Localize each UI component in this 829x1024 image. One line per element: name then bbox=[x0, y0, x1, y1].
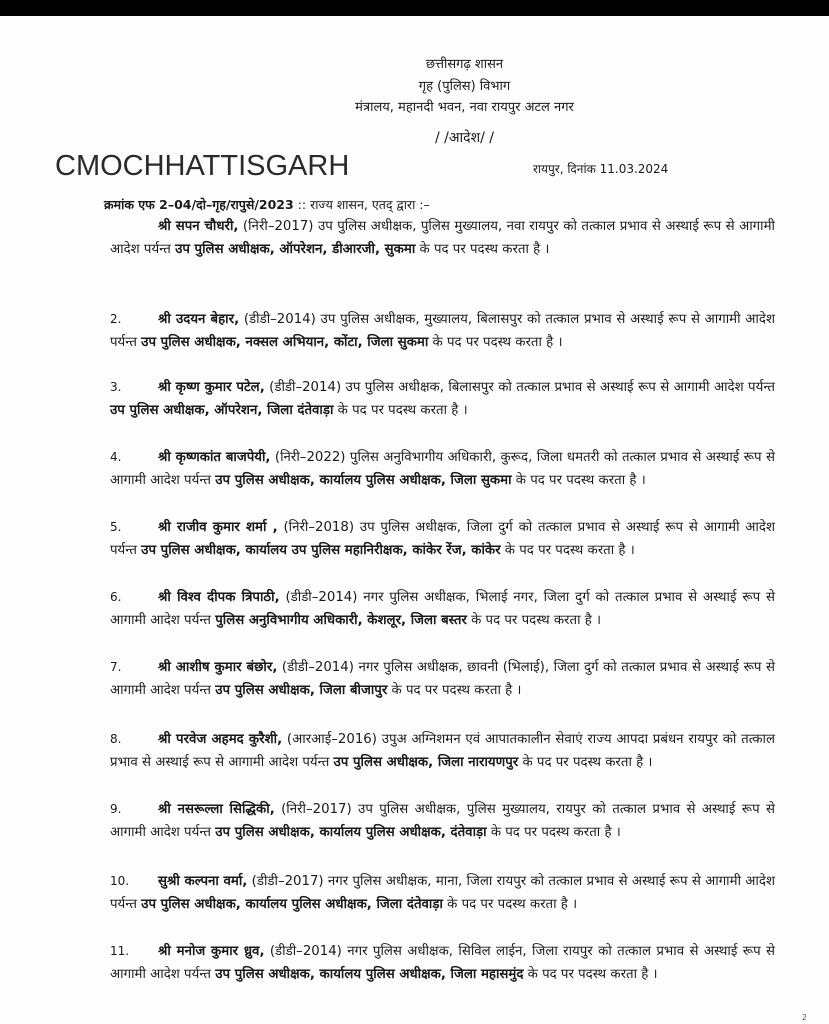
item-tail: के पद पर पदस्थ करता है । bbox=[500, 542, 635, 558]
item-number: 5. bbox=[110, 520, 122, 534]
item-body: (आरआई–2016) उपुअ अग्निशमन एवं आपातकालीन सेवाएं राज्य आपदा प्रबंधन रायपुर को तत्काल प्रभाव से अस्थाई रूप से आगामी आदेश पर्यन्त bbox=[110, 732, 775, 770]
item-tail: के पद पर पदस्थ करता है । bbox=[518, 754, 653, 770]
item-body: (डीडी–2014) उप पुलिस अधीक्षक, बिलासपुर को तत्काल प्रभाव से अस्थाई रूप से आगामी आदेश पर्यन्त bbox=[264, 380, 775, 395]
order-item bbox=[110, 728, 775, 774]
item-tail: के पद पर पदस्थ करता है । bbox=[415, 241, 550, 257]
item-tail: के पद पर पदस्थ करता है । bbox=[466, 612, 602, 628]
order-item bbox=[110, 940, 775, 986]
item-tail: के पद पर पदस्थ करता है । bbox=[387, 682, 522, 698]
posting-location: पुलिस अनुविभागीय अधिकारी, केशलूर, जिला बस्तर bbox=[215, 612, 467, 628]
reference-number: क्रमांक एफ 2–04/दो–गृह/रापुसे/2023 bbox=[104, 197, 294, 212]
posting-location: उप पुलिस अधीक्षक, ऑपरेशन, डीआरजी, सुकमा bbox=[175, 241, 416, 257]
item-body: (डीडी–2014) नगर पुलिस अधीक्षक, भिलाई नगर, जिला दुर्ग को तत्काल प्रभाव से अस्थाई रूप से आगामी आदेश पर्यन्त bbox=[110, 590, 775, 628]
officer-name: श्री उदयन बेहार, bbox=[158, 312, 240, 327]
officer-name: सुश्री कल्पना वर्मा, bbox=[158, 874, 248, 889]
top-black-bar bbox=[0, 0, 829, 16]
officer-name: श्री सपन चौधरी, bbox=[158, 219, 239, 234]
item-number: 8. bbox=[110, 732, 122, 746]
item-body: (निरी–2022) पुलिस अनुविभागीय अधिकारी, कुरूद, जिला धमतरी को तत्काल प्रभाव से अस्थाई रूप से आगामी आदेश पर्यन्त bbox=[110, 450, 776, 488]
item-body: (डीडी–2014) उप पुलिस अधीक्षक, मुख्यालय, बिलासपुर को तत्काल प्रभाव से अस्थाई रूप से आगामी आदेश पर्यन्त bbox=[110, 312, 775, 350]
item-body: (डीडी–2014) नगर पुलिस अधीक्षक, छावनी (भिलाई), जिला दुर्ग को तत्काल प्रभाव से अस्थाई रूप से आगामी आदेश पर्यन्त bbox=[110, 660, 775, 698]
order-item bbox=[110, 446, 775, 492]
item-body: (डीडी–2014) नगर पुलिस अधीक्षक, सिविल लाईन, जिला रायपुर को तत्काल प्रभाव से अस्थाई रूप से आगामी आदेश पर्यन्त bbox=[110, 944, 775, 982]
item-tail: के पद पर पदस्थ करता है । bbox=[523, 966, 658, 982]
item-body: (निरी–2017) उप पुलिस अधीक्षक, पुलिस मुख्यालय, नवा रायपुर को तत्काल प्रभाव से अस्थाई रूप से आगामी आदेश पर्यन्त bbox=[110, 219, 775, 257]
order-item bbox=[110, 308, 775, 354]
officer-name: श्री कृष्णकांत बाजपेयी, bbox=[158, 450, 271, 465]
item-number: 3. bbox=[110, 380, 122, 394]
item-tail: के पद पर पदस्थ करता है । bbox=[333, 402, 468, 418]
item-number: 10. bbox=[110, 874, 130, 888]
item-number: 9. bbox=[110, 802, 122, 816]
reference-text: :: राज्य शासन, एतद् द्वारा :– bbox=[297, 197, 430, 212]
watermark-text: CMOCHHATTISGARH bbox=[55, 150, 350, 182]
reference-line bbox=[104, 196, 430, 213]
officer-name: श्री परवेज अहमद कुरैशी, bbox=[158, 732, 283, 747]
govt-name: छत्तीसगढ़ शासन bbox=[425, 57, 504, 72]
order-item bbox=[110, 870, 775, 916]
item-body: (निरी–2018) उप पुलिस अधीक्षक, जिला दुर्ग को तत्काल प्रभाव से अस्थाई रूप से आगामी आदेश पर्यन्त bbox=[110, 520, 775, 558]
order-item bbox=[110, 376, 775, 422]
item-number: 11. bbox=[110, 944, 130, 958]
item-tail: के पद पर पदस्थ करता है । bbox=[442, 896, 578, 912]
item-number: 7. bbox=[110, 660, 122, 674]
item-number: 2. bbox=[110, 312, 122, 326]
item-body: (डीडी–2017) नगर पुलिस अधीक्षक, माना, जिला रायपुर को तत्काल प्रभाव से अस्थाई रूप से आगामी आदेश पर्यन्त bbox=[110, 874, 775, 912]
officer-name: श्री नसरूल्ला सिद्धिकी, bbox=[158, 802, 275, 817]
item-tail: के पद पर पदस्थ करता है । bbox=[486, 824, 621, 840]
posting-location: उप पुलिस अधीक्षक, कार्यालय पुलिस अधीक्षक, जिला सुकमा bbox=[215, 472, 512, 488]
order-item bbox=[110, 586, 775, 632]
officer-name: श्री विश्व दीपक त्रिपाठी, bbox=[158, 590, 280, 605]
department-name: गृह (पुलिस) विभाग bbox=[418, 79, 511, 94]
item-number: 6. bbox=[110, 590, 122, 604]
office-address: मंत्रालय, महानदी भवन, नवा रायपुर अटल नगर bbox=[355, 100, 574, 115]
item-number: 4. bbox=[110, 450, 122, 464]
order-item bbox=[110, 798, 775, 844]
posting-location: उप पुलिस अधीक्षक, नक्सल अभियान, कोंटा, जिला सुकमा bbox=[141, 334, 429, 350]
order-title: / /आदेश/ / bbox=[434, 130, 495, 146]
order-item bbox=[110, 216, 775, 261]
officer-name: श्री राजीव कुमार शर्मा , bbox=[158, 520, 278, 535]
item-tail: के पद पर पदस्थ करता है । bbox=[511, 472, 646, 488]
item-body: (निरी–2017) उप पुलिस अधीक्षक, पुलिस मुख्यालय, रायपुर को तत्काल प्रभाव से अस्थाई रूप से आगामी आदेश पर्यन्त bbox=[110, 802, 775, 840]
officer-name: श्री मनोज कुमार ध्रुव, bbox=[158, 944, 265, 959]
posting-location: उप पुलिस अधीक्षक, कार्यालय उप पुलिस महानिरीक्षक, कांकेर रेंज, कांकेर bbox=[141, 542, 501, 558]
place-date: रायपुर, दिनांक 11.03.2024 bbox=[533, 162, 669, 176]
posting-location: उप पुलिस अधीक्षक, कार्यालय पुलिस अधीक्षक, दंतेवाड़ा bbox=[215, 824, 487, 840]
officer-name: श्री आशीष कुमार बंछोर, bbox=[158, 660, 278, 675]
posting-location: उप पुलिस अधीक्षक, कार्यालय पुलिस अधीक्षक, जिला दंतेवाड़ा bbox=[141, 896, 443, 912]
order-item bbox=[110, 656, 775, 702]
page-number: 2 bbox=[801, 1013, 807, 1022]
posting-location: उप पुलिस अधीक्षक, ऑपरेशन, जिला दंतेवाड़ा bbox=[110, 402, 334, 418]
officer-name: श्री कृष्ण कुमार पटेल, bbox=[158, 380, 265, 395]
order-item bbox=[110, 516, 775, 562]
posting-location: उप पुलिस अधीक्षक, कार्यालय पुलिस अधीक्षक, जिला महासमुंद bbox=[215, 966, 524, 982]
posting-location: उप पुलिस अधीक्षक, जिला नारायणपुर bbox=[333, 754, 519, 770]
item-tail: के पद पर पदस्थ करता है । bbox=[428, 334, 563, 350]
posting-location: उप पुलिस अधीक्षक, जिला बीजापुर bbox=[215, 682, 388, 698]
